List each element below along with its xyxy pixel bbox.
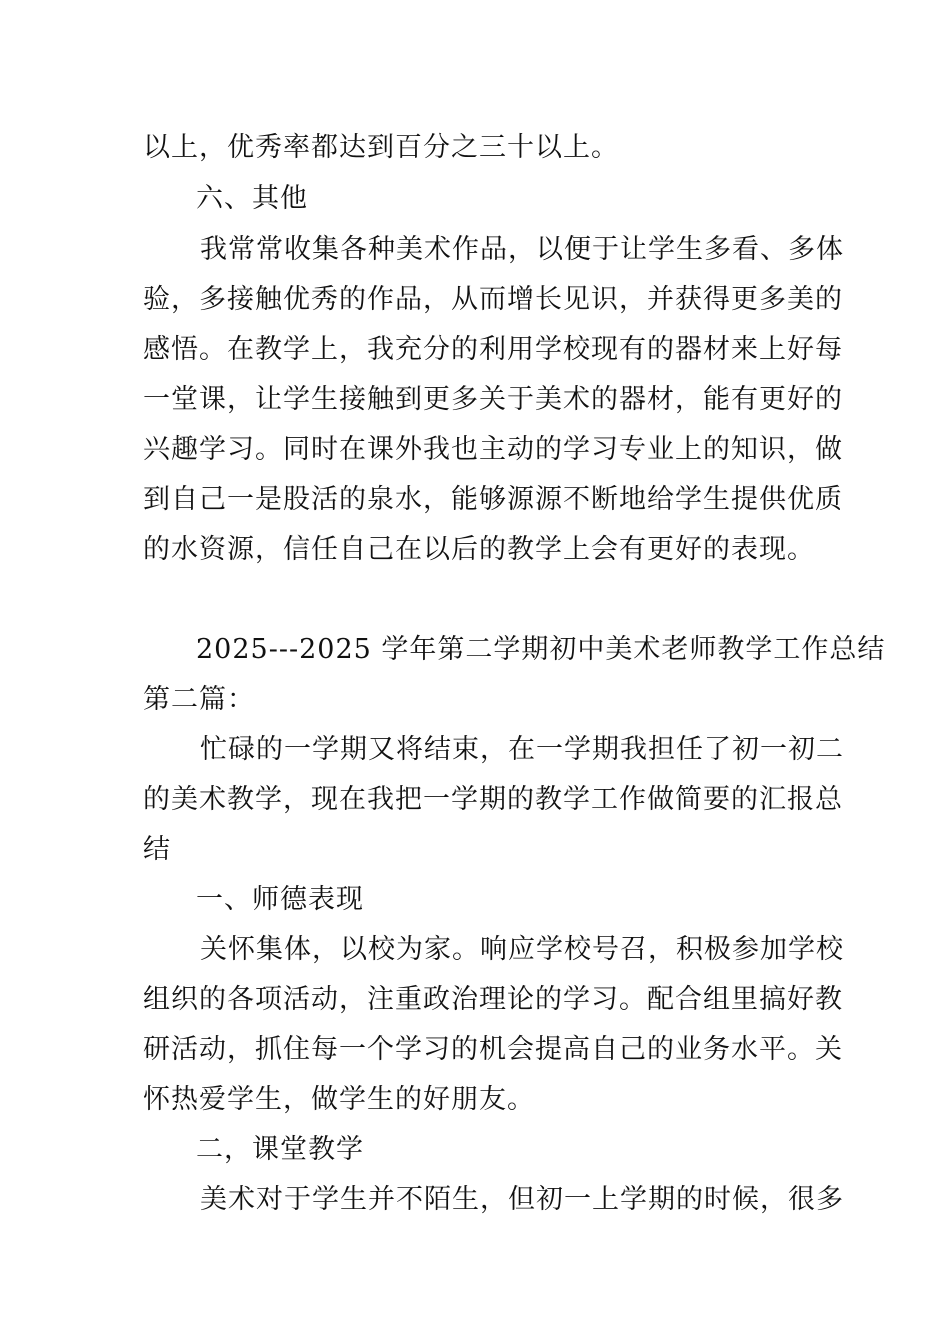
text-line: 忙碌的一学期又将结束，在一学期我担任了初一初二	[200, 734, 844, 765]
text-line: 感悟。在教学上，我充分的利用学校现有的器材来上好每	[143, 334, 843, 365]
text-line: 以上，优秀率都达到百分之三十以上。	[143, 132, 619, 163]
text-line: 研活动，抓住每一个学习的机会提高自己的业务水平。关	[143, 1034, 843, 1065]
section-heading: 六、其他	[196, 183, 308, 214]
text-line: 怀热爱学生，做学生的好朋友。	[143, 1084, 535, 1115]
text-line: 关怀集体，以校为家。响应学校号召，积极参加学校	[200, 934, 844, 965]
text-line: 验，多接触优秀的作品，从而增长见识，并获得更多美的	[143, 284, 843, 315]
text-line: 组织的各项活动，注重政治理论的学习。配合组里搞好教	[143, 984, 843, 1015]
article-title: 2025---2025 学年第二学期初中美术老师教学工作总结	[196, 634, 886, 665]
text-line: 美术对于学生并不陌生，但初一上学期的时候，很多	[200, 1184, 844, 1215]
article-subtitle: 第二篇：	[143, 684, 255, 715]
text-line: 结	[143, 834, 171, 865]
section-heading: 二，课堂教学	[196, 1134, 364, 1165]
text-line: 一堂课，让学生接触到更多关于美术的器材，能有更好的	[143, 384, 843, 415]
text-line: 的水资源，信任自己在以后的教学上会有更好的表现。	[143, 534, 815, 565]
section-heading: 一、师德表现	[196, 884, 364, 915]
text-line: 兴趣学习。同时在课外我也主动的学习专业上的知识，做	[143, 434, 843, 465]
text-line: 的美术教学，现在我把一学期的教学工作做简要的汇报总	[143, 784, 843, 815]
text-line: 我常常收集各种美术作品，以便于让学生多看、多体	[200, 234, 844, 265]
text-line: 到自己一是股活的泉水，能够源源不断地给学生提供优质	[143, 484, 843, 515]
